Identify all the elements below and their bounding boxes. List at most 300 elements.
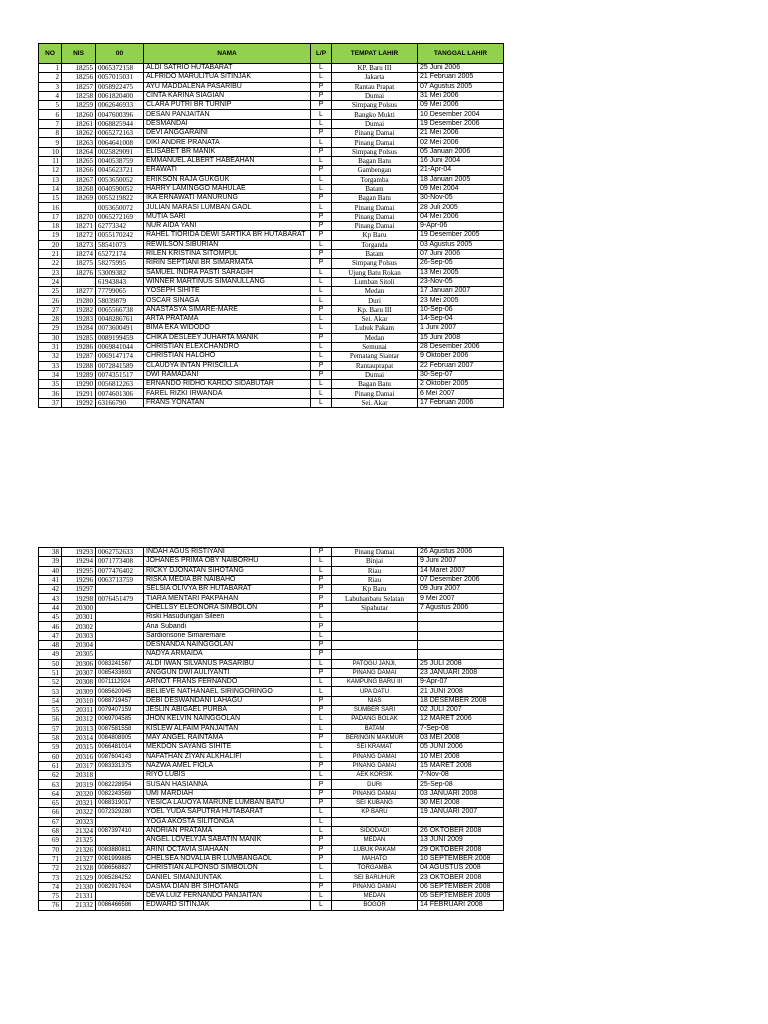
cell-nis: 20315 (62, 743, 96, 752)
cell-lp: L (311, 901, 332, 910)
cell-oo: 0089199459 (96, 333, 144, 342)
cell-lp: P (311, 548, 332, 557)
cell-oo: 0066481014 (96, 743, 144, 752)
cell-lp: P (311, 640, 332, 649)
cell-lp: L (311, 380, 332, 389)
cell-lp: P (311, 101, 332, 110)
table-row (39, 780, 504, 789)
table-row (39, 836, 504, 845)
cell-lp: L (311, 342, 332, 351)
cell-no: 24 (39, 277, 62, 286)
cell-no: 41 (39, 575, 62, 584)
cell-no: 40 (39, 566, 62, 575)
cell-tempat-lahir: Bagan Batu (332, 380, 418, 389)
cell-oo: 0057015031 (96, 73, 144, 82)
cell-tempat-lahir: Rantauprapat (332, 361, 418, 370)
cell-lp: L (311, 826, 332, 835)
cell-oo: 0065372158 (96, 64, 144, 73)
cell-no: 65 (39, 799, 62, 808)
cell-tempat-lahir: Sipahutar (332, 603, 418, 612)
cell-nama: Riski Hasudungan Sileen (144, 613, 311, 622)
table-row (39, 249, 504, 258)
cell-lp: P (311, 147, 332, 156)
cell-nama: YESICA LAUOYA MARUNE LUMBAN BATU (144, 799, 311, 808)
table-row (39, 370, 504, 379)
cell-lp: L (311, 864, 332, 873)
cell-oo (96, 603, 144, 612)
cell-no: 35 (39, 380, 62, 389)
cell-no: 48 (39, 640, 62, 649)
cell-nama: UMI MARDIAH (144, 789, 311, 798)
table-row (39, 817, 504, 826)
table-row (39, 389, 504, 398)
cell-tanggal-lahir: 04 Mei 2006 (418, 212, 504, 221)
cell-oo: 0069704585 (96, 715, 144, 724)
cell-tempat-lahir: Pinang Damai (332, 129, 418, 138)
cell-nis: 20301 (62, 613, 96, 622)
cell-oo: 0040538759 (96, 156, 144, 165)
cell-nis: 19293 (62, 548, 96, 557)
cell-nama: RIYO LUBIS (144, 771, 311, 780)
cell-nama: CINTA KARINA SIAGIAN (144, 91, 311, 100)
cell-tempat-lahir: LUBUK PAKAM (332, 845, 418, 854)
table-row (39, 296, 504, 305)
cell-nama: DEVI ANGGARAINI (144, 129, 311, 138)
cell-nama: YOGA AKOSTA SILITONGA (144, 817, 311, 826)
cell-oo: 0061820400 (96, 91, 144, 100)
cell-nama: NADYA ARMAIDA (144, 650, 311, 659)
cell-lp: L (311, 873, 332, 882)
cell-oo (96, 836, 144, 845)
cell-lp: P (311, 82, 332, 91)
cell-nis: 18259 (62, 101, 96, 110)
cell-nama: NAFATHAN ZIYAN ALKHALIFI (144, 752, 311, 761)
cell-nama: AYU MADDALENA PASARIBU (144, 82, 311, 91)
cell-tempat-lahir: Dumai (332, 91, 418, 100)
cell-nis: 20314 (62, 733, 96, 742)
cell-tempat-lahir: Simpang Polsus (332, 259, 418, 268)
cell-tanggal-lahir: 02 JULI 2007 (418, 706, 504, 715)
cell-oo (96, 891, 144, 900)
cell-nama: DESAN PANJAITAN (144, 110, 311, 119)
cell-tempat-lahir: SUMBER SARI (332, 706, 418, 715)
cell-lp: L (311, 73, 332, 82)
cell-tanggal-lahir: 25 Juni 2006 (418, 64, 504, 73)
cell-nis: 20302 (62, 622, 96, 631)
cell-nis: 20310 (62, 696, 96, 705)
cell-nama: DEBI DESWANDANI LAHAGU (144, 696, 311, 705)
table-row (39, 156, 504, 165)
cell-tempat-lahir (332, 622, 418, 631)
cell-nama: NUR AIDA YANI (144, 222, 311, 231)
cell-nama: JULIAN MARASI LUMBAN GAOL (144, 203, 311, 212)
cell-tempat-lahir: Medan (332, 287, 418, 296)
cell-oo: 0083880811 (96, 845, 144, 854)
cell-lp: L (311, 566, 332, 575)
cell-oo: 0065272169 (96, 212, 144, 221)
table-row (39, 166, 504, 175)
table-row (39, 585, 504, 594)
table-row (39, 175, 504, 184)
cell-tempat-lahir: Batam (332, 184, 418, 193)
cell-tempat-lahir: NIAS (332, 696, 418, 705)
cell-lp: P (311, 650, 332, 659)
cell-tanggal-lahir: 03 MEI 2008 (418, 733, 504, 742)
cell-tanggal-lahir: 07 Juni 2006 (418, 249, 504, 258)
cell-tanggal-lahir: 28 Desember 2006 (418, 342, 504, 351)
cell-tempat-lahir: Riau (332, 566, 418, 575)
table-row (39, 222, 504, 231)
cell-nama: BELIEVE NATHANAEL SIRINGORINGO (144, 687, 311, 696)
cell-oo: 58275995 (96, 259, 144, 268)
cell-tanggal-lahir: 9-Apr-06 (418, 222, 504, 231)
cell-nama: ERIKSON RAJA GUKGUK (144, 175, 311, 184)
cell-lp: L (311, 277, 332, 286)
table-row (39, 724, 504, 733)
cell-no: 4 (39, 91, 62, 100)
cell-no: 59 (39, 743, 62, 752)
cell-nama: CLARA PUTRI BR TURNIP (144, 101, 311, 110)
cell-tempat-lahir: KP BARU (332, 808, 418, 817)
cell-no: 3 (39, 82, 62, 91)
cell-oo: 0065272163 (96, 129, 144, 138)
cell-nis: 21326 (62, 845, 96, 854)
cell-lp: P (311, 594, 332, 603)
cell-no: 39 (39, 557, 62, 566)
cell-no: 15 (39, 194, 62, 203)
cell-no: 73 (39, 873, 62, 882)
cell-nama: DEVA LUIZ FERNANDO PANJAITAN (144, 891, 311, 900)
cell-nis: 20304 (62, 640, 96, 649)
cell-no: 50 (39, 659, 62, 668)
cell-nis: 19298 (62, 594, 96, 603)
cell-tanggal-lahir: 10 SEPTEMBER 2008 (418, 854, 504, 863)
cell-oo: 0083331375 (96, 761, 144, 770)
cell-no: 2 (39, 73, 62, 82)
cell-tempat-lahir: Jakarta (332, 73, 418, 82)
cell-oo: 62773342 (96, 222, 144, 231)
cell-no: 37 (39, 398, 62, 407)
cell-nis: 19292 (62, 398, 96, 407)
cell-tanggal-lahir: 18 Januari 2005 (418, 175, 504, 184)
cell-lp: L (311, 724, 332, 733)
cell-tanggal-lahir: 21-Apr-04 (418, 166, 504, 175)
cell-lp: P (311, 370, 332, 379)
cell-nis: 18257 (62, 82, 96, 91)
cell-tempat-lahir: Bangko Mukti (332, 110, 418, 119)
header-tempat-lahir: TEMPAT LAHIR (332, 44, 418, 64)
cell-nis: 20308 (62, 678, 96, 687)
cell-lp: L (311, 631, 332, 640)
cell-oo: 61943843 (96, 277, 144, 286)
cell-no: 13 (39, 175, 62, 184)
table-row (39, 129, 504, 138)
table-row (39, 631, 504, 640)
table-row (39, 854, 504, 863)
cell-lp: L (311, 715, 332, 724)
cell-lp: P (311, 361, 332, 370)
cell-tempat-lahir: Kp Baru (332, 231, 418, 240)
cell-no: 17 (39, 212, 62, 221)
cell-oo: 77799065 (96, 287, 144, 296)
cell-tempat-lahir: Binjai (332, 557, 418, 566)
cell-oo: 0088319017 (96, 799, 144, 808)
cell-tanggal-lahir: 23 Mei 2005 (418, 296, 504, 305)
cell-oo: 58541073 (96, 240, 144, 249)
cell-nis: 21331 (62, 891, 96, 900)
cell-nis: 18272 (62, 231, 96, 240)
cell-nama: JHON KELVIN NAINGGOLAN (144, 715, 311, 724)
cell-lp: P (311, 761, 332, 770)
cell-oo: 0062646933 (96, 101, 144, 110)
cell-nis: 19283 (62, 315, 96, 324)
table-row (39, 650, 504, 659)
cell-no: 75 (39, 891, 62, 900)
table-row (39, 613, 504, 622)
cell-tanggal-lahir: 19 Desember 2005 (418, 231, 504, 240)
cell-no: 20 (39, 240, 62, 249)
table-row (39, 73, 504, 82)
cell-no: 67 (39, 817, 62, 826)
cell-tanggal-lahir: 18 DESEMBER 2008 (418, 696, 504, 705)
cell-lp: L (311, 891, 332, 900)
cell-nama: MAY ANGEL RAINTAMA (144, 733, 311, 742)
cell-nama: WINNER MARTINUS SIMANULLANG (144, 277, 311, 286)
cell-nis: 18258 (62, 91, 96, 100)
cell-no: 43 (39, 594, 62, 603)
cell-tanggal-lahir: 25-Sep-08 (418, 780, 504, 789)
cell-tanggal-lahir: 2 Oktober 2005 (418, 380, 504, 389)
cell-nama: DANIEL SIMANJUNTAK (144, 873, 311, 882)
table-row (39, 240, 504, 249)
cell-tempat-lahir: Ujung Batu Rokan (332, 268, 418, 277)
cell-nis: 20313 (62, 724, 96, 733)
cell-no: 49 (39, 650, 62, 659)
cell-oo: 0088719457 (96, 696, 144, 705)
cell-tempat-lahir: Riau (332, 575, 418, 584)
cell-lp: P (311, 622, 332, 631)
cell-nis: 18264 (62, 147, 96, 156)
cell-lp: L (311, 64, 332, 73)
cell-tempat-lahir: Simpang Polsus (332, 147, 418, 156)
cell-tanggal-lahir: 12 MARET 2006 (418, 715, 504, 724)
cell-lp: L (311, 324, 332, 333)
cell-no: 34 (39, 370, 62, 379)
cell-tempat-lahir: Duri (332, 296, 418, 305)
table-row (39, 184, 504, 193)
cell-tempat-lahir: KP. Baru III (332, 64, 418, 73)
table-row (39, 761, 504, 770)
table-row (39, 259, 504, 268)
cell-oo: 0055170242 (96, 231, 144, 240)
cell-lp: P (311, 733, 332, 742)
cell-no: 58 (39, 733, 62, 742)
cell-tempat-lahir: DURI (332, 780, 418, 789)
cell-tempat-lahir: Sei. Akar (332, 398, 418, 407)
cell-tanggal-lahir: 29 OKTOBER 2008 (418, 845, 504, 854)
cell-nama: ANGGUN DWI AULIYANTI (144, 668, 311, 677)
cell-oo: 65272174 (96, 249, 144, 258)
cell-nama: YOEL YUDA SAPUTRA HUTABARAT (144, 808, 311, 817)
table-row (39, 715, 504, 724)
cell-nis: 20316 (62, 752, 96, 761)
cell-no: 21 (39, 249, 62, 258)
table-row (39, 640, 504, 649)
cell-tanggal-lahir: 7-Nov-08 (418, 771, 504, 780)
cell-tempat-lahir: BERINGIN MAKMUR (332, 733, 418, 742)
cell-nama: ERNANDO RIDHO KARDO SIDABUTAR (144, 380, 311, 389)
cell-no: 70 (39, 845, 62, 854)
cell-tanggal-lahir: 23 JANUARI 2008 (418, 668, 504, 677)
cell-nis: 20318 (62, 771, 96, 780)
cell-lp: L (311, 817, 332, 826)
cell-nama: ARINI OCTAVIA SIAHAAN (144, 845, 311, 854)
cell-tanggal-lahir: 17 Februari 2006 (418, 398, 504, 407)
cell-tempat-lahir: Medan (332, 333, 418, 342)
cell-lp: L (311, 184, 332, 193)
table-row (39, 138, 504, 147)
cell-tempat-lahir: SEI KUBANG (332, 799, 418, 808)
cell-lp: L (311, 808, 332, 817)
cell-tanggal-lahir: 25 JULI 2008 (418, 659, 504, 668)
cell-nama: BIMA EKA WIDODO (144, 324, 311, 333)
cell-tempat-lahir: Pinang Damai (332, 138, 418, 147)
cell-oo: 0082243569 (96, 789, 144, 798)
cell-nis: 19282 (62, 305, 96, 314)
header-tanggal-lahir: TANGGAL LAHIR (418, 44, 504, 64)
cell-tanggal-lahir: 07 Desember 2006 (418, 575, 504, 584)
cell-oo: 63166790 (96, 398, 144, 407)
cell-tanggal-lahir: 30-Nov-05 (418, 194, 504, 203)
cell-lp: L (311, 240, 332, 249)
cell-tanggal-lahir: 9 Juni 2007 (418, 557, 504, 566)
cell-lp: L (311, 613, 332, 622)
cell-oo: 0053650052 (96, 175, 144, 184)
student-table-top (38, 43, 504, 408)
cell-no: 74 (39, 882, 62, 891)
cell-nama: ANGEL LOVELYJA SABATIN MANIK (144, 836, 311, 845)
cell-no: 63 (39, 780, 62, 789)
cell-tempat-lahir: Bagan Batu (332, 156, 418, 165)
cell-tempat-lahir: TORGAMBA (332, 864, 418, 873)
cell-lp: L (311, 296, 332, 305)
cell-lp: P (311, 194, 332, 203)
cell-lp: L (311, 389, 332, 398)
cell-nama: TIARA MENTARI PAKPAHAN (144, 594, 311, 603)
cell-nis: 18276 (62, 268, 96, 277)
cell-tanggal-lahir: 23-Nov-05 (418, 277, 504, 286)
cell-oo: 0087397410 (96, 826, 144, 835)
cell-nis: 18255 (62, 64, 96, 73)
cell-tanggal-lahir: 13 Mei 2005 (418, 268, 504, 277)
table-row (39, 901, 504, 910)
header-oo: 00 (96, 44, 144, 64)
table-row (39, 333, 504, 342)
cell-lp: P (311, 845, 332, 854)
cell-tempat-lahir: MEDAN (332, 836, 418, 845)
cell-tanggal-lahir: 03 JANUARI 2008 (418, 789, 504, 798)
cell-tempat-lahir: Batam (332, 249, 418, 258)
cell-oo: 0086466586 (96, 901, 144, 910)
cell-lp: L (311, 138, 332, 147)
cell-nis: 19286 (62, 342, 96, 351)
cell-lp: L (311, 287, 332, 296)
cell-oo: 0064641008 (96, 138, 144, 147)
cell-lp: P (311, 603, 332, 612)
cell-nis: 20322 (62, 808, 96, 817)
cell-tempat-lahir: Labuhanbatu Selatan (332, 594, 418, 603)
table-row (39, 808, 504, 817)
table-row (39, 380, 504, 389)
cell-lp: L (311, 659, 332, 668)
cell-tanggal-lahir: 03 Agustus 2005 (418, 240, 504, 249)
cell-oo: 0053650072 (96, 203, 144, 212)
cell-oo: 0084808905 (96, 733, 144, 742)
cell-oo: 0065566738 (96, 305, 144, 314)
cell-nis: 18274 (62, 249, 96, 258)
cell-no: 28 (39, 315, 62, 324)
cell-nis: 20309 (62, 687, 96, 696)
cell-oo: 0072329280 (96, 808, 144, 817)
cell-oo (96, 585, 144, 594)
cell-nama: HARRY LAMINGGO MAHULAE (144, 184, 311, 193)
cell-nis: 21330 (62, 882, 96, 891)
cell-tanggal-lahir: 10-Sep-06 (418, 305, 504, 314)
table-row (39, 696, 504, 705)
cell-tempat-lahir: Pinang Damai (332, 389, 418, 398)
cell-oo (96, 613, 144, 622)
cell-oo: 0040590052 (96, 184, 144, 193)
cell-lp: P (311, 882, 332, 891)
header-nis: NIS (62, 44, 96, 64)
cell-tanggal-lahir: 15 Juni 2008 (418, 333, 504, 342)
table-row (39, 64, 504, 73)
cell-nis: 18261 (62, 119, 96, 128)
cell-tempat-lahir: Pinang Damai (332, 548, 418, 557)
cell-oo: 0063713759 (96, 575, 144, 584)
cell-lp: P (311, 222, 332, 231)
cell-no: 30 (39, 333, 62, 342)
cell-nama: CHRISTIAN ALFONSO SIMBOLON (144, 864, 311, 873)
cell-nama: CHRISTIAN ELEXCHANDRO (144, 342, 311, 351)
cell-oo: 0087604143 (96, 752, 144, 761)
cell-no: 29 (39, 324, 62, 333)
cell-oo: 0073600491 (96, 324, 144, 333)
cell-nama: JESLIN ABIGAEL PURBA (144, 706, 311, 715)
cell-tempat-lahir (332, 650, 418, 659)
cell-nis: 19295 (62, 566, 96, 575)
cell-tanggal-lahir: 9-Apr-07 (418, 678, 504, 687)
header-nama: NAMA (144, 44, 311, 64)
table-body (39, 548, 504, 911)
table-row (39, 82, 504, 91)
cell-no: 71 (39, 854, 62, 863)
cell-no: 54 (39, 696, 62, 705)
cell-nis: 20307 (62, 668, 96, 677)
table-row (39, 315, 504, 324)
cell-nama: MUTIA SARI (144, 212, 311, 221)
cell-oo: 0069147174 (96, 352, 144, 361)
cell-no: 23 (39, 268, 62, 277)
table-row (39, 873, 504, 882)
cell-tempat-lahir: Pematang Siantar (332, 352, 418, 361)
cell-nis: 19290 (62, 380, 96, 389)
cell-no: 8 (39, 129, 62, 138)
cell-nis: 20311 (62, 706, 96, 715)
cell-no: 9 (39, 138, 62, 147)
cell-tanggal-lahir: 7-Sep-08 (418, 724, 504, 733)
cell-no: 55 (39, 706, 62, 715)
